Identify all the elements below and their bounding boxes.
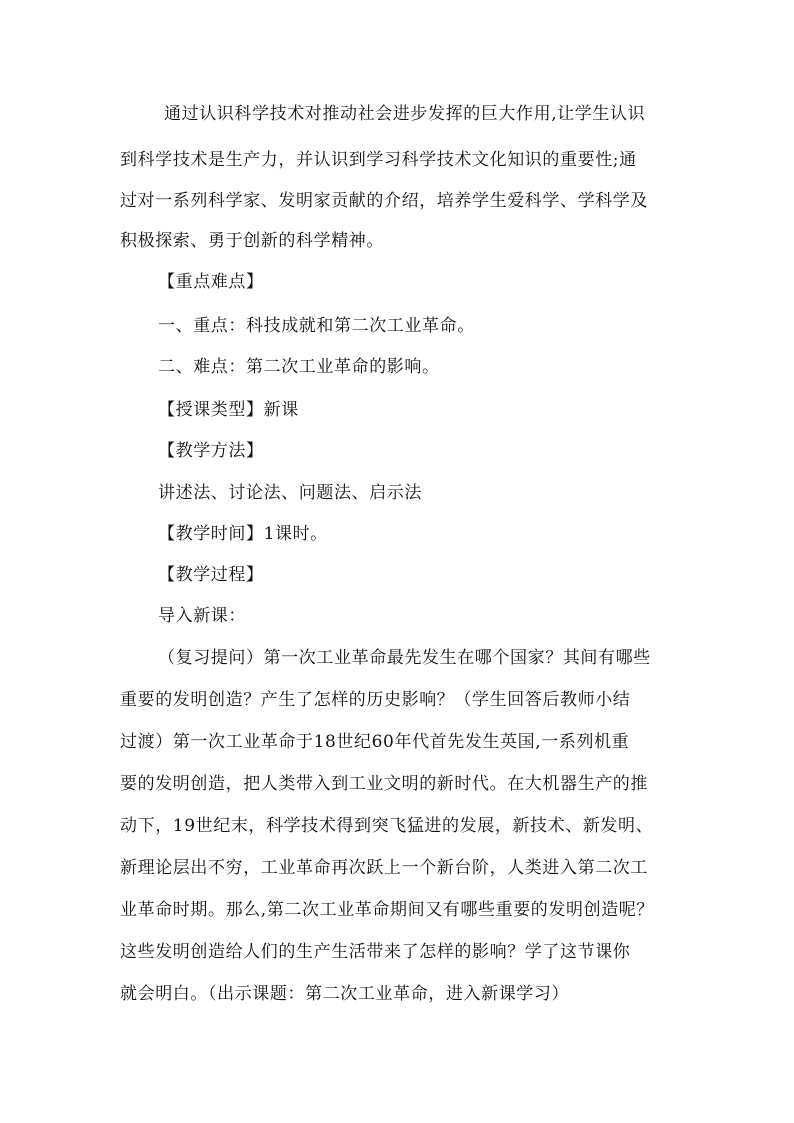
- process-line-8: 这些发明创造给人们的生产生活带来了怎样的影响？学了这节课你: [120, 942, 631, 962]
- difficult-point-item: 二、难点：第二次工业革命的影响。: [158, 357, 440, 377]
- objective-line-2: 到科学技术是生产力，并认识到学习科学技术文化知识的重要性;通: [120, 150, 637, 170]
- process-line-9: 就会明白。（出示课题：第二次工业革命，进入新课学习）: [120, 984, 570, 1004]
- process-line-7: 业革命时期。那么,第二次工业革命期间又有哪些重要的发明创造呢？: [120, 900, 655, 920]
- objective-line-1: 通过认识科学技术对推动社会进步发挥的巨大作用,让学生认识: [164, 104, 646, 124]
- key-point-item: 一、重点：科技成就和第二次工业革命。: [158, 316, 475, 336]
- process-line-1: （复习提问）第一次工业革命最先发生在哪个国家？其间有哪些: [158, 648, 651, 668]
- objective-line-3: 过对一系列科学家、发明家贡献的介绍，培养学生爱科学、学科学及: [120, 191, 648, 211]
- process-line-3: 过渡）第一次工业革命于18世纪60年代首先发生英国,一系列机重: [120, 732, 630, 752]
- key-points-heading: 【重点难点】: [158, 272, 264, 292]
- process-line-2: 重要的发明创造？产生了怎样的历史影响？（学生回答后教师小结: [120, 690, 631, 710]
- teaching-time: 【教学时间】1课时。: [158, 524, 328, 544]
- lesson-type: 【授课类型】新课: [158, 400, 299, 420]
- process-heading: 【教学过程】: [158, 565, 264, 585]
- objective-line-4: 积极探索、勇于创新的科学精神。: [120, 231, 384, 251]
- process-line-6: 新理论层出不穷，工业革命再次跃上一个新台阶，人类进入第二次工: [120, 858, 648, 878]
- methods-text: 讲述法、讨论法、问题法、启示法: [158, 483, 422, 503]
- process-line-4: 要的发明创造，把人类带入到工业文明的新时代。在大机器生产的推: [120, 774, 648, 794]
- methods-heading: 【教学方法】: [158, 441, 264, 461]
- intro-label: 导入新课：: [158, 606, 246, 626]
- process-line-5: 动下，19世纪末，科学技术得到突飞猛进的发展，新技术、新发明、: [120, 816, 654, 836]
